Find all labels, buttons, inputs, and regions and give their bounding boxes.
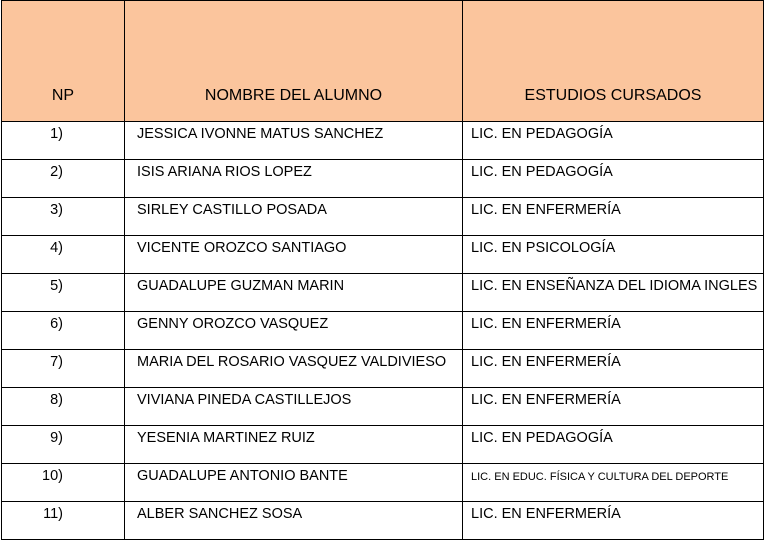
table-row: [2, 350, 764, 388]
row-student-name: GENNY OROZCO VASQUEZ: [125, 312, 463, 350]
row-studies: LIC. EN ENFERMERÍA: [463, 350, 764, 388]
table-row: [2, 426, 764, 464]
row-student-name: GUADALUPE ANTONIO BANTE: [125, 464, 463, 502]
table-row: [2, 388, 764, 426]
row-studies: LIC. EN PEDAGOGÍA: [463, 122, 764, 160]
row-np: 6): [2, 312, 125, 350]
header-row: [2, 1, 764, 122]
header-studies: ESTUDIOS CURSADOS: [463, 1, 764, 122]
row-np: 7): [2, 350, 125, 388]
row-student-name: MARIA DEL ROSARIO VASQUEZ VALDIVIESO: [125, 350, 463, 388]
row-np: 10): [2, 464, 125, 502]
row-np: 2): [2, 160, 125, 198]
table-row: [2, 198, 764, 236]
row-studies: LIC. EN ENFERMERÍA: [463, 388, 764, 426]
student-table: [1, 0, 764, 540]
table-row: [2, 236, 764, 274]
row-student-name: SIRLEY CASTILLO POSADA: [125, 198, 463, 236]
row-studies: LIC. EN ENFERMERÍA: [463, 502, 764, 540]
row-student-name: ISIS ARIANA RIOS LOPEZ: [125, 160, 463, 198]
row-studies: LIC. EN ENSEÑANZA DEL IDIOMA INGLES: [463, 274, 764, 312]
row-np: 3): [2, 198, 125, 236]
table-row: [2, 502, 764, 540]
row-studies: LIC. EN PSICOLOGÍA: [463, 236, 764, 274]
row-np: 1): [2, 122, 125, 160]
row-np: 11): [2, 502, 125, 540]
header-student-name: NOMBRE DEL ALUMNO: [125, 1, 463, 122]
row-student-name: YESENIA MARTINEZ RUIZ: [125, 426, 463, 464]
table-row: [2, 160, 764, 198]
table-body: [2, 122, 764, 540]
row-np: 5): [2, 274, 125, 312]
row-student-name: ALBER SANCHEZ SOSA: [125, 502, 463, 540]
table-header: [2, 1, 764, 122]
row-studies: LIC. EN ENFERMERÍA: [463, 312, 764, 350]
header-np: NP: [2, 1, 125, 122]
row-studies: LIC. EN ENFERMERÍA: [463, 198, 764, 236]
table-row: [2, 464, 764, 502]
row-np: 4): [2, 236, 125, 274]
row-studies: LIC. EN EDUC. FÍSICA Y CULTURA DEL DEPORTE: [463, 464, 764, 502]
row-studies: LIC. EN PEDAGOGÍA: [463, 426, 764, 464]
row-student-name: JESSICA IVONNE MATUS SANCHEZ: [125, 122, 463, 160]
row-np: 9): [2, 426, 125, 464]
row-student-name: VIVIANA PINEDA CASTILLEJOS: [125, 388, 463, 426]
row-studies: LIC. EN PEDAGOGÍA: [463, 160, 764, 198]
row-np: 8): [2, 388, 125, 426]
table-row: [2, 312, 764, 350]
row-student-name: GUADALUPE GUZMAN MARIN: [125, 274, 463, 312]
row-student-name: VICENTE OROZCO SANTIAGO: [125, 236, 463, 274]
table-row: [2, 274, 764, 312]
table-row: [2, 122, 764, 160]
